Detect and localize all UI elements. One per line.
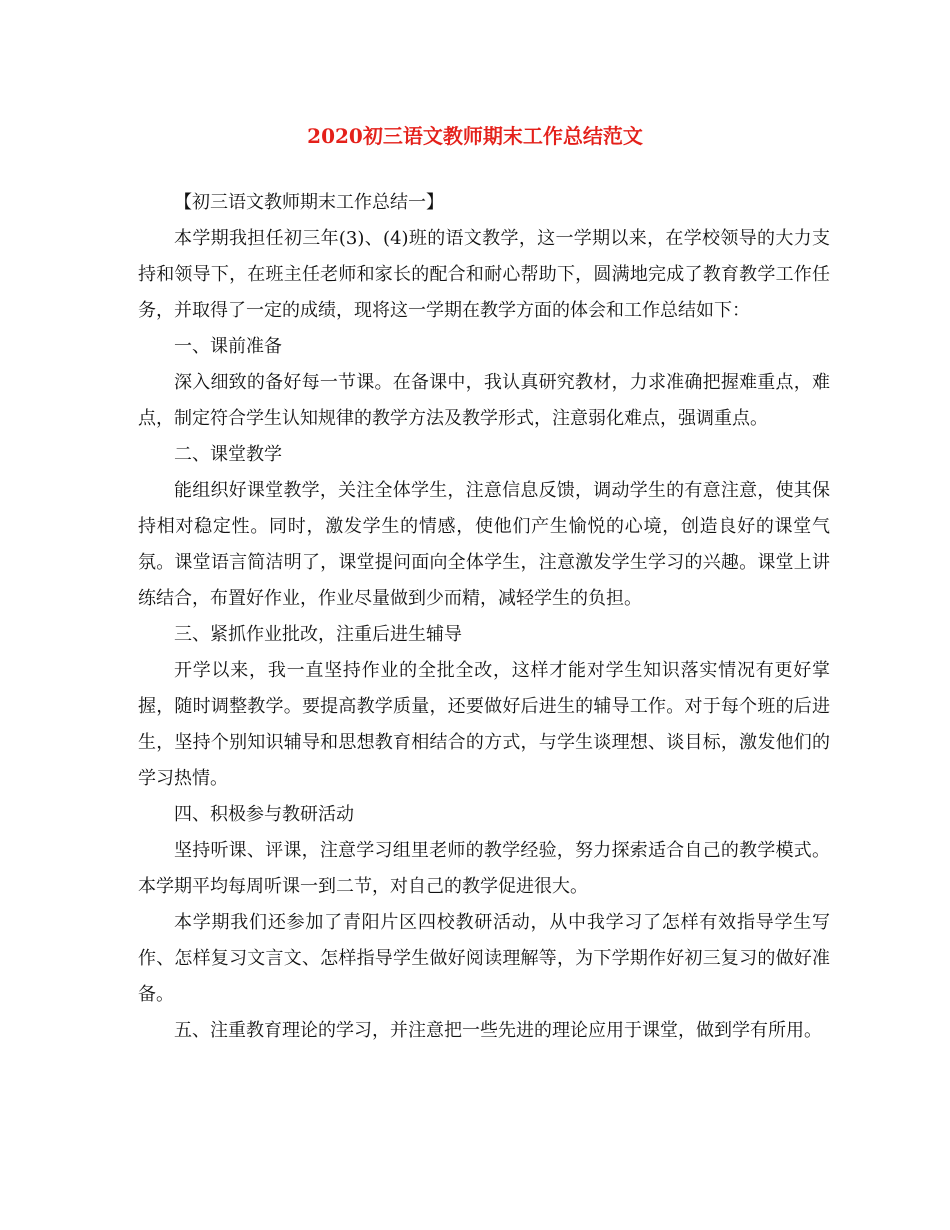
document-body (138, 185, 830, 1049)
section-heading: 一、课前准备 (174, 336, 282, 357)
paragraph: 深入细致的备好每一节课。在备课中，我认真研究教材，力求准确把握难重点，难点，制定符合学生认知规律的教学方法及教学形式，注意弱化难点，强调重点。 (138, 372, 830, 429)
document-title: 2020初三语文教师期末工作总结范文 (307, 124, 643, 148)
paragraph: 本学期我担任初三年(3)、(4)班的语文教学，这一学期以来，在学校领导的大力支持和领导下，在班主任老师和家长的配合和耐心帮助下，圆满地完成了教育教学工作任务，并取得了一定的成绩，现将这一学期在教学方面的体会和工作总结如下： (138, 228, 830, 321)
paragraph: 能组织好课堂教学，关注全体学生，注意信息反馈，调动学生的有意注意，使其保持相对稳定性。同时，激发学生的情感，使他们产生愉悦的心境，创造良好的课堂气氛。课堂语言简洁明了，课堂提问面向全体学生，注意激发学生学习的兴趣。课堂上讲练结合，布置好作业，作业尽量做到少而精，减轻学生的负担。 (138, 480, 830, 609)
paragraph: 开学以来，我一直坚持作业的全批全改，这样才能对学生知识落实情况有更好掌握，随时调整教学。要提高教学质量，还要做好后进生的辅导工作。对于每个班的后进生，坚持个别知识辅导和思想教育相结合的方式，与学生谈理想、谈目标，激发他们的学习热情。 (138, 660, 830, 789)
section-heading: 二、课堂教学 (174, 444, 282, 465)
paragraph: 坚持听课、评课，注意学习组里老师的教学经验，努力探索适合自己的教学模式。本学期平均每周听课一到二节，对自己的教学促进很大。 (138, 840, 830, 897)
section-heading: 三、紧抓作业批改，注重后进生辅导 (174, 624, 462, 645)
section-heading: 【初三语文教师期末工作总结一】 (174, 192, 444, 213)
paragraph: 本学期我们还参加了青阳片区四校教研活动，从中我学习了怎样有效指导学生写作、怎样复习文言文、怎样指导学生做好阅读理解等，为下学期作好初三复习的做好准备。 (138, 912, 830, 1005)
paragraph: 五、注重教育理论的学习，并注意把一些先进的理论应用于课堂，做到学有所用。 (174, 1020, 822, 1041)
section-heading: 四、积极参与教研活动 (174, 804, 354, 825)
